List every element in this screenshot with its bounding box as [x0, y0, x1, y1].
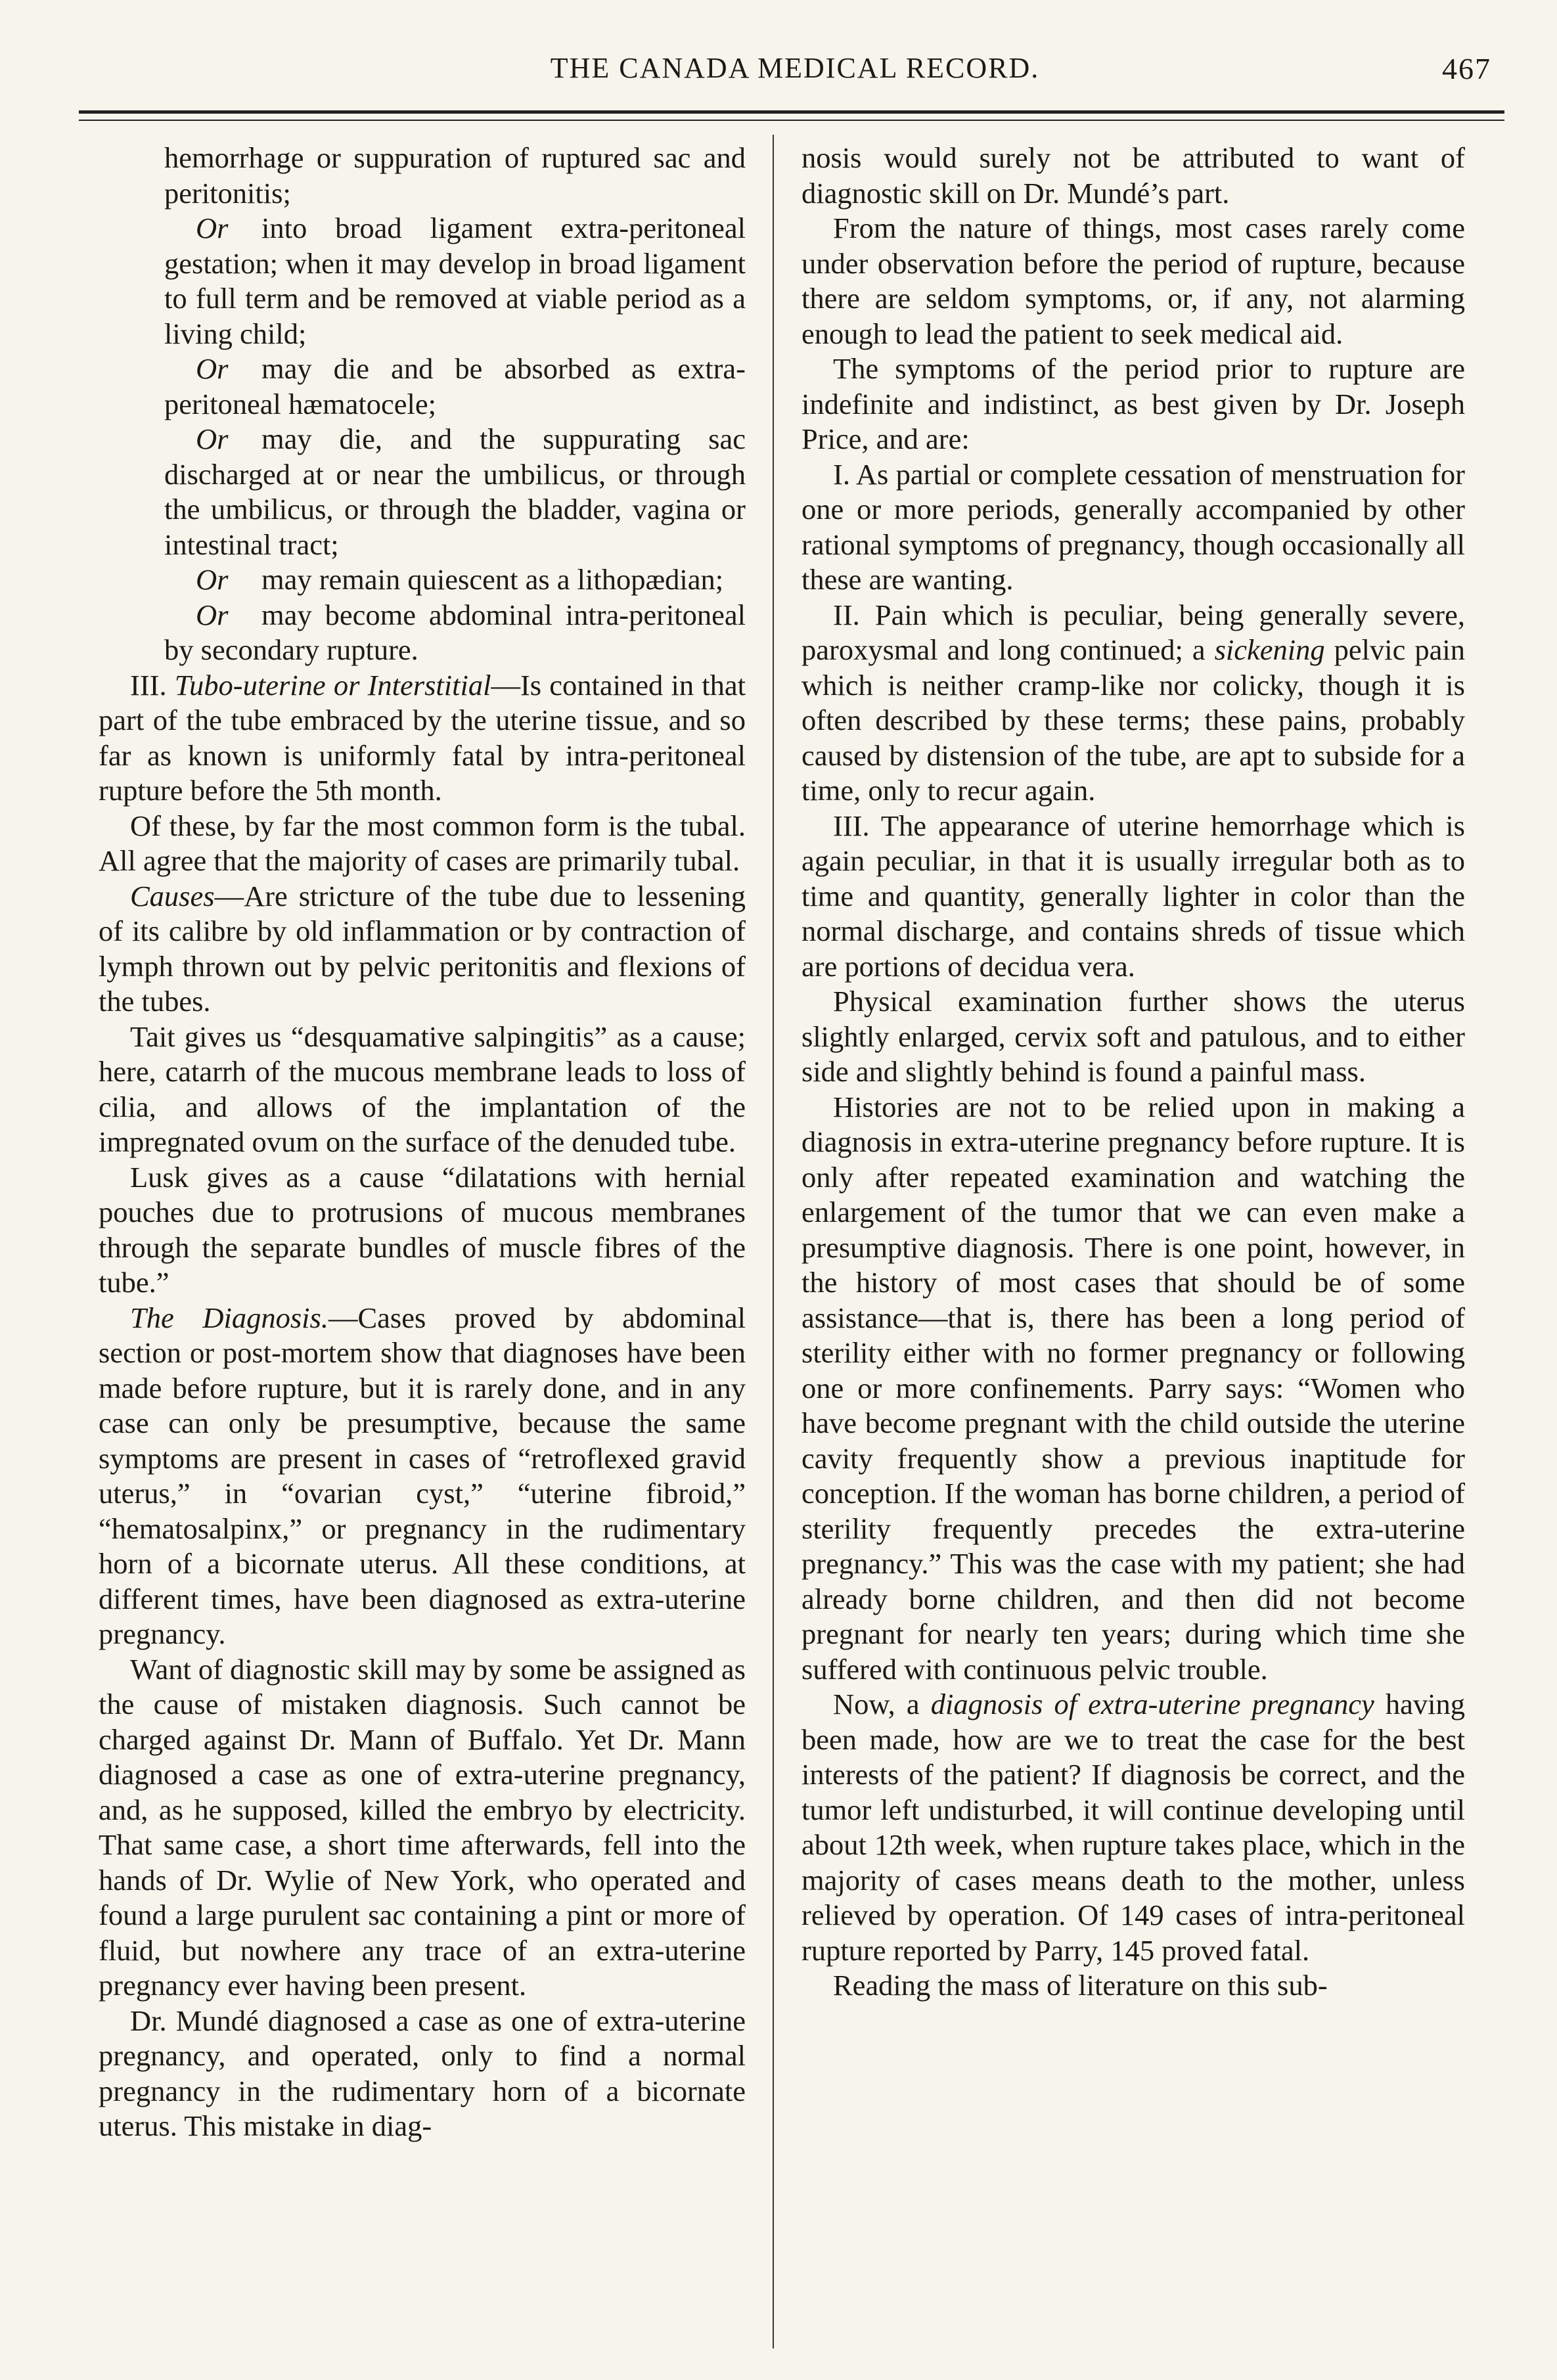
or-text: into broad ligament extra-peritoneal gestation; when it may develop in broad ligament to full term and be removed at viable period as a living child;	[164, 212, 746, 350]
paragraph-text: having been made, how are we to treat the case for the best interests of the patient? If diagnosis be correct, and the tumor left undisturbed, it will continue developing until about 12th week, when rupture takes place, which in the majority of cases means death to the mother, unless relieved by operation. Of 149 cases of intra-peritoneal rupture reported by Parry, 145 proved fatal.	[801, 1688, 1465, 1967]
emphasis: diagnosis of extra-uterine pregnancy	[930, 1688, 1374, 1720]
paragraph-text: —Is contained in that part of the tube embraced by the uterine tissue, and so far as known is uniformly fatal by intra-peritoneal rupture before the 5th month.	[99, 668, 746, 807]
paragraph-of-these: Of these, by far the most common form is the tubal. All agree that the majority of cases are primarily tubal.	[99, 809, 746, 877]
section-heading: The Diagnosis.	[130, 1301, 328, 1334]
running-header	[85, 51, 1504, 97]
or-label: Or	[196, 422, 229, 455]
paragraph-diagnosis	[99, 1301, 746, 1652]
page-number: 467	[1442, 52, 1491, 85]
or-item	[99, 598, 746, 668]
paragraph-text: Now, a	[833, 1688, 931, 1720]
symptom-i: I. As partial or complete cessation of menstruation for one or more periods, generally accompanied by other rational symptoms of pregnancy, though occasionally all these are wanting.	[801, 457, 1465, 596]
or-label: Or	[196, 212, 229, 244]
or-label: Or	[196, 352, 229, 385]
or-item	[99, 422, 746, 562]
section-heading: Causes	[130, 879, 215, 912]
or-text: may become abdominal intra-peritoneal by secondary rupture.	[164, 598, 746, 666]
symptom-ii	[801, 598, 1465, 809]
paragraph-causes	[99, 879, 746, 1020]
column-divider	[773, 135, 774, 2348]
paragraph-reading: Reading the mass of literature on this sub-	[833, 1969, 1328, 2002]
or-text: may die and be absorbed as extra-peritoneal hæmatocele;	[164, 352, 746, 420]
paragraph-want: Want of diagnostic skill may by some be assigned as the cause of mistaken diagnosis. Such cannot be charged against Dr. Mann of Buffalo. Yet Dr. Mann diagnosed a case as one of extra-uterine pregnancy, and, as he supposed, killed the embryo by electricity. That same case, a short time afterwards, fell into the hands of Dr. Wylie of New York, who operated and found a large purulent sac containing a pint or more of fluid, but nowhere any trace of an extra-uterine pregnancy ever having been present.	[99, 1652, 746, 2002]
or-item	[99, 562, 746, 598]
paragraph-continued: nosis would surely not be attributed to want of diagnostic skill on Dr. Mundé’s part.	[801, 141, 1465, 210]
paragraph-text: II. Pain which is peculiar, being generally severe, paroxysmal and long continued; a	[801, 598, 1465, 666]
right-column	[801, 141, 1465, 2004]
journal-title: THE CANADA MEDICAL RECORD.	[550, 52, 1040, 84]
or-item	[99, 351, 746, 422]
paragraph-text: pelvic pain which is neither cramp-like nor colicky, though it is often described by these terms; these pains, probably caused by distension of the tube, are apt to subside for a time, only to recur again.	[801, 633, 1465, 807]
emphasis: sickening	[1214, 633, 1325, 666]
or-item	[99, 211, 746, 351]
paragraph-symptoms: The symptoms of the period prior to rupture are indefinite and indistinct, as best given by Dr. Joseph Price, and are:	[801, 352, 1465, 455]
paragraph-text: —Cases proved by abdominal section or post-mortem show that diagnoses have been made before rupture, but it is rarely done, and in any case can only be presumptive, because the same symptoms are present in cases of “retroflexed gravid uterus,” in “ovarian cyst,” “uterine fibroid,” “hematosalpinx,” or pregnancy in the rudimentary horn of a bicornate uterus. All these conditions, at different times, have been diagnosed as extra-uterine pregnancy.	[99, 1301, 746, 1650]
section-heading: Tubo-uterine or Interstitial	[174, 668, 491, 702]
header-rule-thin	[79, 120, 1504, 121]
paragraph-physical: Physical examination further shows the uterus slightly enlarged, cervix soft and patulous, and to either side and slightly behind is found a painful mass.	[801, 985, 1465, 1088]
header-rule-thick	[79, 110, 1504, 114]
paragraph-tubo-uterine	[99, 668, 746, 809]
or-label: Or	[196, 598, 229, 631]
paragraph-munde: Dr. Mundé diagnosed a case as one of extra-uterine pregnancy, and operated, only to find a normal pregnancy in the rudimentary horn of a bicornate uterus. This mistake in diag-	[99, 2004, 746, 2142]
left-column	[99, 141, 746, 2144]
section-numeral: III.	[130, 668, 175, 702]
paragraph-histories: Histories are not to be relied upon in making a diagnosis in extra-uterine pregnancy before rupture. It is only after repeated examination and watching the enlargement of the tumor that we can even make a presumptive diagnosis. There is one point, however, in the history of most cases that should be of some assistance—that is, there has been a long period of sterility either with no former pregnancy or following one or more confinements. Parry says: “Women who have become pregnant with the child outside the uterine cavity frequently show a previous inaptitude for conception. If the woman has borne children, a period of sterility frequently precedes the extra-uterine pregnancy.” This was the case with my patient; she had already borne children, and then did not become pregnant for nearly ten years; during which time she suffered with continuous pelvic trouble.	[801, 1090, 1465, 1686]
paragraph-now	[801, 1687, 1465, 1968]
paragraph-text: —Are stricture of the tube due to lessening of its calibre by old inflammation or by contraction of lymph thrown out by pelvic peritonitis and flexions of the tubes.	[99, 879, 746, 1018]
or-label: Or	[196, 563, 229, 596]
or-text: may die, and the suppurating sac discharged at or near the umbilicus, or through the umbilicus, or through the bladder, vagina or intestinal tract;	[164, 422, 746, 561]
list-intro: hemorrhage or suppuration of ruptured sac and peritonitis;	[164, 141, 746, 210]
or-text: may remain quiescent as a lithopædian;	[261, 563, 724, 596]
paragraph-tait: Tait gives us “desquamative salpingitis” as a cause; here, catarrh of the mucous membrane leads to loss of cilia, and allows of the implantation of the impregnated ovum on the surface of the denuded tube.	[99, 1020, 746, 1158]
paragraph-lusk: Lusk gives as a cause “dilatations with hernial pouches due to protrusions of mucous membranes through the separate bundles of muscle fibres of the tube.”	[99, 1160, 746, 1299]
paragraph-nature: From the nature of things, most cases rarely come under observation before the period of rupture, because there are seldom symptoms, or, if any, not alarming enough to lead the patient to seek medical aid.	[801, 212, 1465, 350]
symptom-iii: III. The appearance of uterine hemorrhage which is again peculiar, in that it is usually irregular both as to time and quantity, generally lighter in color than the normal discharge, and contains shreds of tissue which are portions of decidua vera.	[801, 809, 1465, 983]
